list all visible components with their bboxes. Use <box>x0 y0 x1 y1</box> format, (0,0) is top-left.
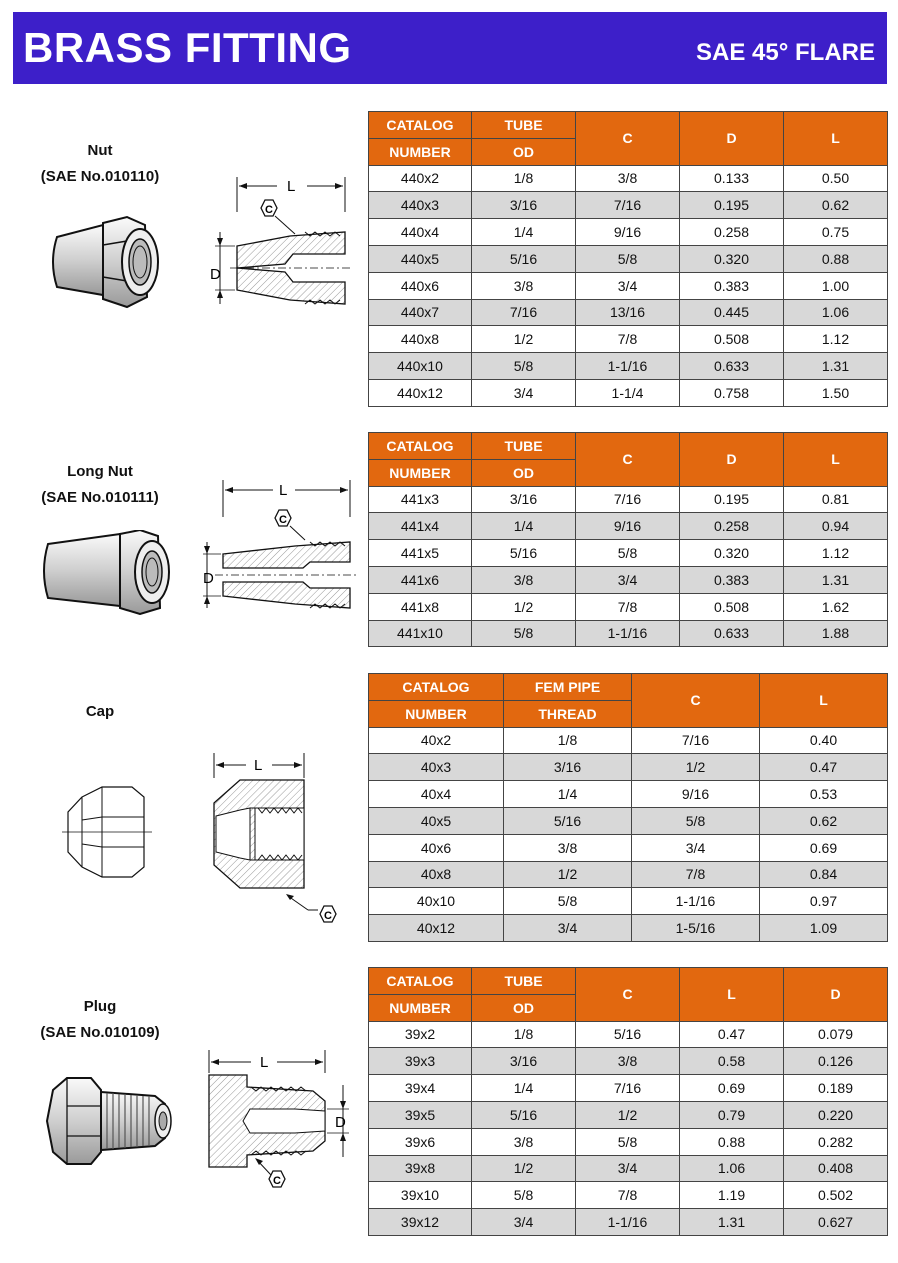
table-row <box>369 754 888 781</box>
table-row <box>369 620 888 647</box>
table-row <box>369 727 888 754</box>
col-header-d: D <box>680 112 784 166</box>
table-cell: 441x6 <box>369 566 472 593</box>
table-cell: 440x2 <box>369 165 472 192</box>
table-cell: 1.12 <box>784 540 888 567</box>
plug-table-body <box>369 1021 888 1235</box>
table-cell: 0.40 <box>760 727 888 754</box>
table-cell: 7/8 <box>576 593 680 620</box>
long-nut-table-body <box>369 486 888 647</box>
table-cell: 1.09 <box>760 915 888 942</box>
header-banner <box>13 12 887 84</box>
table-cell: 39x12 <box>369 1209 472 1236</box>
hex-label: C <box>273 1175 281 1187</box>
table-cell: 0.383 <box>680 566 784 593</box>
long-nut-table <box>368 432 888 647</box>
table-cell: 440x7 <box>369 299 472 326</box>
table-row <box>369 353 888 380</box>
table-cell: 3/8 <box>472 566 576 593</box>
table-row <box>369 219 888 246</box>
col-header-number: NUMBER <box>369 700 504 727</box>
table-row <box>369 299 888 326</box>
table-cell: 0.320 <box>680 245 784 272</box>
diameter-label: D <box>210 266 221 283</box>
table-cell: 1.31 <box>784 566 888 593</box>
table-row <box>369 1075 888 1102</box>
nut-drawing <box>205 172 355 327</box>
col-header-tube: TUBE <box>472 968 576 995</box>
table-row <box>369 165 888 192</box>
table-cell: 5/16 <box>472 245 576 272</box>
col-header-fem-pipe: FEM PIPE <box>504 674 632 701</box>
table-cell: 441x10 <box>369 620 472 647</box>
cap-outline-drawing <box>62 782 152 882</box>
table-cell: 0.47 <box>680 1021 784 1048</box>
table-cell: 7/16 <box>576 1075 680 1102</box>
table-row <box>369 781 888 808</box>
table-row <box>369 1048 888 1075</box>
table-cell: 1-5/16 <box>632 915 760 942</box>
table-cell: 440x12 <box>369 379 472 406</box>
table-cell: 3/8 <box>576 1048 680 1075</box>
table-row <box>369 888 888 915</box>
table-cell: 0.627 <box>784 1209 888 1236</box>
table-row <box>369 513 888 540</box>
diameter-label: D <box>335 1114 346 1131</box>
table-cell: 0.53 <box>760 781 888 808</box>
section-code: (SAE No.010109) <box>40 1024 160 1041</box>
table-cell: 3/16 <box>472 1048 576 1075</box>
table-cell: 0.508 <box>680 593 784 620</box>
table-cell: 5/8 <box>472 1182 576 1209</box>
table-cell: 5/8 <box>576 245 680 272</box>
table-cell: 0.282 <box>784 1128 888 1155</box>
col-header-thread: THREAD <box>504 700 632 727</box>
section-label-long-nut <box>0 459 200 511</box>
table-cell: 3/16 <box>472 192 576 219</box>
table-cell: 0.258 <box>680 219 784 246</box>
table-cell: 0.62 <box>784 192 888 219</box>
table-cell: 0.88 <box>784 245 888 272</box>
nut-table <box>368 111 888 407</box>
table-cell: 440x4 <box>369 219 472 246</box>
table-cell: 1/8 <box>472 165 576 192</box>
table-row <box>369 1101 888 1128</box>
table-cell: 0.079 <box>784 1021 888 1048</box>
cap-drawing <box>200 748 360 933</box>
table-cell: 5/8 <box>576 1128 680 1155</box>
col-header-catalog: CATALOG <box>369 433 472 460</box>
page-subtitle: SAE 45° FLARE <box>696 39 875 66</box>
table-cell: 5/8 <box>472 353 576 380</box>
table-cell: 0.633 <box>680 620 784 647</box>
section-name: Long Nut <box>67 463 133 480</box>
table-row <box>369 834 888 861</box>
table-cell: 9/16 <box>632 781 760 808</box>
table-cell: 7/16 <box>576 486 680 513</box>
table-cell: 1/2 <box>632 754 760 781</box>
table-cell: 1.88 <box>784 620 888 647</box>
col-header-od: OD <box>472 459 576 486</box>
col-header-l: L <box>784 433 888 487</box>
table-row <box>369 593 888 620</box>
col-header-tube: TUBE <box>472 112 576 139</box>
table-cell: 9/16 <box>576 513 680 540</box>
table-cell: 39x6 <box>369 1128 472 1155</box>
table-cell: 5/8 <box>504 888 632 915</box>
table-row <box>369 1209 888 1236</box>
cap-table-body <box>369 727 888 941</box>
table-cell: 3/16 <box>472 486 576 513</box>
table-cell: 3/4 <box>576 566 680 593</box>
table-cell: 5/8 <box>632 807 760 834</box>
table-cell: 1/4 <box>472 1075 576 1102</box>
cap-table <box>368 673 888 942</box>
table-cell: 7/16 <box>576 192 680 219</box>
table-cell: 1.06 <box>784 299 888 326</box>
table-cell: 440x3 <box>369 192 472 219</box>
length-label: L <box>279 482 288 499</box>
length-label: L <box>254 757 263 774</box>
table-cell: 5/8 <box>472 620 576 647</box>
table-cell: 40x2 <box>369 727 504 754</box>
table-cell: 7/8 <box>576 1182 680 1209</box>
table-cell: 0.445 <box>680 299 784 326</box>
diameter-label: D <box>203 570 214 587</box>
col-header-l: L <box>784 112 888 166</box>
table-cell: 0.50 <box>784 165 888 192</box>
table-cell: 1.00 <box>784 272 888 299</box>
long-nut-photo <box>40 530 180 615</box>
table-cell: 7/16 <box>632 727 760 754</box>
table-row <box>369 379 888 406</box>
table-cell: 1-1/16 <box>576 620 680 647</box>
table-row <box>369 915 888 942</box>
table-cell: 441x3 <box>369 486 472 513</box>
table-cell: 0.126 <box>784 1048 888 1075</box>
table-cell: 0.75 <box>784 219 888 246</box>
table-cell: 1.06 <box>680 1155 784 1182</box>
nut-photo <box>45 215 170 310</box>
table-cell: 0.58 <box>680 1048 784 1075</box>
hex-label: C <box>324 910 332 922</box>
plug-drawing <box>195 1045 360 1193</box>
table-cell: 5/16 <box>472 1101 576 1128</box>
nut-table-body <box>369 165 888 406</box>
col-header-c: C <box>576 433 680 487</box>
col-header-d: D <box>784 968 888 1022</box>
col-header-catalog: CATALOG <box>369 968 472 995</box>
section-label-cap <box>0 699 200 725</box>
table-cell: 0.502 <box>784 1182 888 1209</box>
table-cell: 5/16 <box>576 1021 680 1048</box>
table-cell: 0.79 <box>680 1101 784 1128</box>
table-cell: 1/4 <box>472 513 576 540</box>
col-header-number: NUMBER <box>369 138 472 165</box>
table-cell: 3/4 <box>472 379 576 406</box>
table-cell: 1/2 <box>504 861 632 888</box>
table-cell: 0.94 <box>784 513 888 540</box>
table-cell: 1-1/16 <box>576 353 680 380</box>
table-cell: 3/4 <box>472 1209 576 1236</box>
table-cell: 440x8 <box>369 326 472 353</box>
table-cell: 9/16 <box>576 219 680 246</box>
section-code: (SAE No.010110) <box>40 168 160 185</box>
table-row <box>369 1182 888 1209</box>
col-header-c: C <box>576 112 680 166</box>
table-cell: 0.258 <box>680 513 784 540</box>
table-cell: 39x8 <box>369 1155 472 1182</box>
col-header-tube: TUBE <box>472 433 576 460</box>
col-header-d: D <box>680 433 784 487</box>
table-cell: 40x8 <box>369 861 504 888</box>
col-header-l: L <box>760 674 888 728</box>
table-cell: 0.69 <box>760 834 888 861</box>
table-cell: 441x8 <box>369 593 472 620</box>
table-cell: 0.508 <box>680 326 784 353</box>
table-row <box>369 326 888 353</box>
table-cell: 7/8 <box>632 861 760 888</box>
table-row <box>369 1021 888 1048</box>
table-cell: 7/16 <box>472 299 576 326</box>
section-label-plug <box>0 994 200 1046</box>
table-cell: 1/2 <box>472 1155 576 1182</box>
col-header-catalog: CATALOG <box>369 674 504 701</box>
table-cell: 1.19 <box>680 1182 784 1209</box>
table-cell: 0.81 <box>784 486 888 513</box>
long-nut-drawing <box>195 472 360 622</box>
table-cell: 0.97 <box>760 888 888 915</box>
table-cell: 1.31 <box>680 1209 784 1236</box>
table-cell: 39x2 <box>369 1021 472 1048</box>
table-cell: 0.133 <box>680 165 784 192</box>
table-cell: 1/4 <box>472 219 576 246</box>
table-cell: 0.383 <box>680 272 784 299</box>
table-cell: 40x10 <box>369 888 504 915</box>
table-cell: 5/16 <box>504 807 632 834</box>
table-cell: 1/2 <box>472 593 576 620</box>
table-cell: 1.31 <box>784 353 888 380</box>
table-cell: 5/16 <box>472 540 576 567</box>
table-cell: 1-1/16 <box>632 888 760 915</box>
table-cell: 39x3 <box>369 1048 472 1075</box>
table-cell: 3/4 <box>504 915 632 942</box>
table-cell: 40x3 <box>369 754 504 781</box>
col-header-catalog: CATALOG <box>369 112 472 139</box>
table-cell: 0.47 <box>760 754 888 781</box>
table-cell: 1.50 <box>784 379 888 406</box>
table-cell: 1/2 <box>576 1101 680 1128</box>
table-cell: 3/8 <box>472 272 576 299</box>
table-cell: 3/8 <box>472 1128 576 1155</box>
col-header-number: NUMBER <box>369 459 472 486</box>
table-cell: 0.195 <box>680 486 784 513</box>
table-cell: 1/8 <box>504 727 632 754</box>
table-cell: 3/4 <box>576 272 680 299</box>
table-row <box>369 192 888 219</box>
hex-label: C <box>279 514 287 526</box>
table-cell: 3/16 <box>504 754 632 781</box>
table-row <box>369 245 888 272</box>
col-header-od: OD <box>472 994 576 1021</box>
table-cell: 0.62 <box>760 807 888 834</box>
table-row <box>369 1128 888 1155</box>
table-cell: 0.220 <box>784 1101 888 1128</box>
table-cell: 40x6 <box>369 834 504 861</box>
table-cell: 1.12 <box>784 326 888 353</box>
col-header-l: L <box>680 968 784 1022</box>
page-title: BRASS FITTING <box>23 24 352 71</box>
table-cell: 1-1/4 <box>576 379 680 406</box>
section-name: Plug <box>83 998 117 1015</box>
table-cell: 1/4 <box>504 781 632 808</box>
table-cell: 5/8 <box>576 540 680 567</box>
table-cell: 3/8 <box>576 165 680 192</box>
table-row <box>369 272 888 299</box>
table-row <box>369 566 888 593</box>
section-label-nut <box>0 138 200 190</box>
plug-photo <box>45 1076 180 1166</box>
table-cell: 441x4 <box>369 513 472 540</box>
table-row <box>369 540 888 567</box>
table-cell: 3/8 <box>504 834 632 861</box>
col-header-c: C <box>632 674 760 728</box>
table-cell: 441x5 <box>369 540 472 567</box>
col-header-od: OD <box>472 138 576 165</box>
table-cell: 0.84 <box>760 861 888 888</box>
table-row <box>369 861 888 888</box>
col-header-number: NUMBER <box>369 994 472 1021</box>
table-cell: 0.758 <box>680 379 784 406</box>
table-cell: 440x5 <box>369 245 472 272</box>
hex-label: C <box>265 204 273 216</box>
table-cell: 440x6 <box>369 272 472 299</box>
table-cell: 40x5 <box>369 807 504 834</box>
length-label: L <box>260 1054 269 1071</box>
length-label: L <box>287 178 296 195</box>
section-name: Nut <box>87 142 113 159</box>
plug-table <box>368 967 888 1236</box>
table-cell: 1.62 <box>784 593 888 620</box>
table-cell: 0.189 <box>784 1075 888 1102</box>
table-cell: 0.633 <box>680 353 784 380</box>
table-cell: 1/8 <box>472 1021 576 1048</box>
table-cell: 0.320 <box>680 540 784 567</box>
table-cell: 39x4 <box>369 1075 472 1102</box>
table-cell: 40x12 <box>369 915 504 942</box>
table-cell: 13/16 <box>576 299 680 326</box>
table-cell: 3/4 <box>632 834 760 861</box>
table-cell: 0.408 <box>784 1155 888 1182</box>
table-cell: 7/8 <box>576 326 680 353</box>
col-header-c: C <box>576 968 680 1022</box>
table-row <box>369 1155 888 1182</box>
table-cell: 0.88 <box>680 1128 784 1155</box>
table-row <box>369 486 888 513</box>
section-name: Cap <box>85 703 115 720</box>
table-cell: 0.195 <box>680 192 784 219</box>
table-cell: 3/4 <box>576 1155 680 1182</box>
table-cell: 1-1/16 <box>576 1209 680 1236</box>
table-cell: 440x10 <box>369 353 472 380</box>
table-cell: 39x5 <box>369 1101 472 1128</box>
table-cell: 40x4 <box>369 781 504 808</box>
table-cell: 0.69 <box>680 1075 784 1102</box>
table-row <box>369 807 888 834</box>
table-cell: 39x10 <box>369 1182 472 1209</box>
table-cell: 1/2 <box>472 326 576 353</box>
section-code: (SAE No.010111) <box>41 489 159 506</box>
